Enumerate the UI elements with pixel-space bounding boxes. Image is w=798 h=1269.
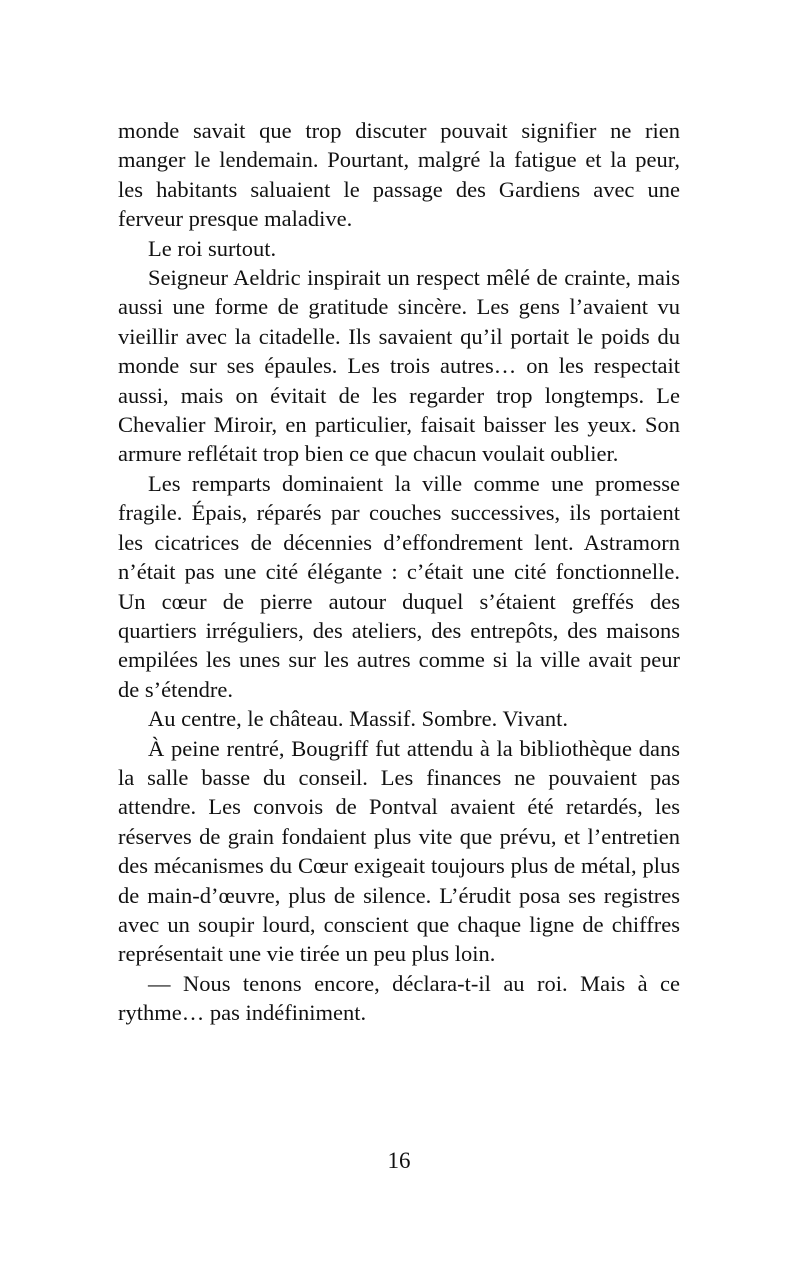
paragraph: Seigneur Aeldric inspirait un respect mêlé de crainte, mais aussi une forme de gratitude sincère. Les gens l’avaient vu vieillir avec la citadelle. Ils savaient qu’il portait le poids du monde sur ses épaules. Les trois autres… on les respectait aussi, mais on évitait de les regarder trop longtemps. Le Chevalier Miroir, en particulier, faisait baisser les yeux. Son armure reflétait trop bien ce que chacun voulait oublier. <box>118 265 680 467</box>
page-number: 16 <box>387 1148 411 1173</box>
paragraph: Le roi surtout. <box>148 235 277 261</box>
dialogue-paragraph: — Nous tenons encore, déclara-t-il au roi. Mais à ce rythme… pas indéfiniment. <box>118 970 680 1026</box>
paragraph: Les remparts dominaient la ville comme une promesse fragile. Épais, réparés par couches successives, ils portaient les cicatrices de décennies d’effondrement lent. Astramorn n’était pas une cité élégante : c’était une cité fonctionnelle. Un cœur de pierre autour duquel s’étaient greffés des quartiers irréguliers, des ateliers, des entrepôts, des maisons empilées les unes sur les autres comme si la ville avait peur de s’étendre. <box>118 470 680 702</box>
body-text <box>118 116 680 1028</box>
paragraph: À peine rentré, Bougriff fut attendu à la bibliothèque dans la salle basse du conseil. Les finances ne pouvaient pas attendre. Les convois de Pontval avaient été retardés, les réserves de grain fondaient plus vite que prévu, et l’entretien des mécanismes du Cœur exigeait toujours plus de métal, plus de main-d’œuvre, plus de silence. L’érudit posa ses registres avec un soupir lourd, conscient que chaque ligne de chiffres représentait une vie tirée un peu plus loin. <box>118 735 680 967</box>
paragraph-continuation: monde savait que trop discuter pouvait signifier ne rien manger le lendemain. Pourtant, malgré la fatigue et la peur, les habitants saluaient le passage des Gardiens avec une ferveur presque maladive. <box>118 118 680 232</box>
paragraph: Au centre, le château. Massif. Sombre. Vivant. <box>148 706 568 732</box>
